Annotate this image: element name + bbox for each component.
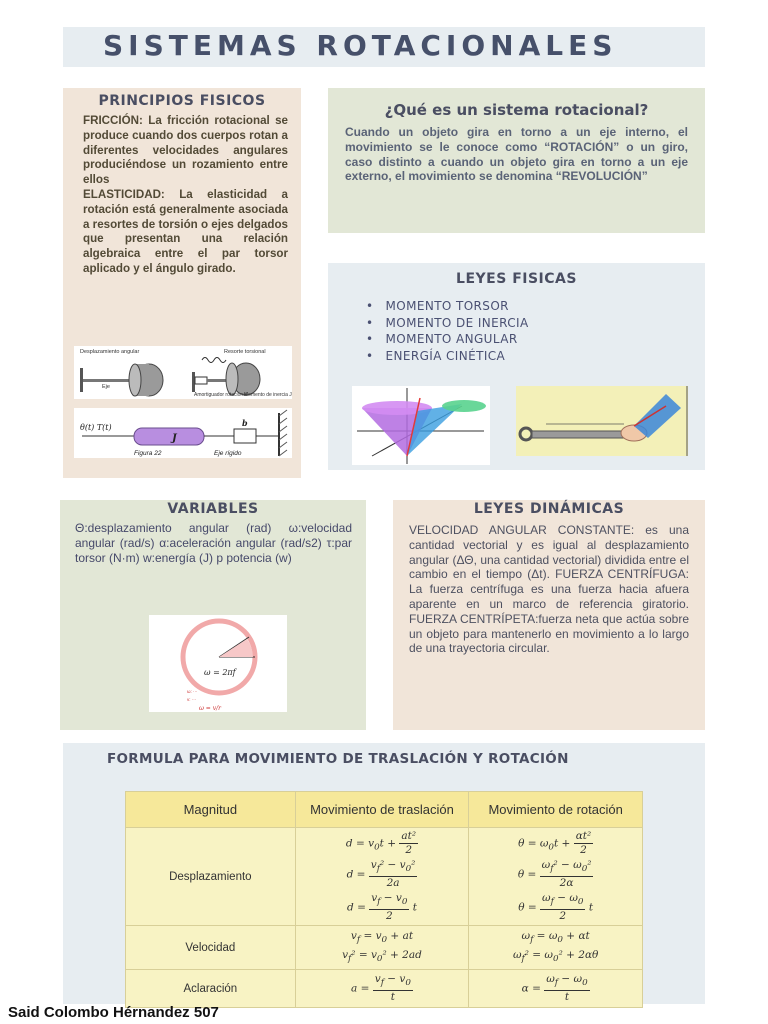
- formula-aceleracion-traslacion: a = $\frac{v_f - v_0}{t}$: [295, 970, 469, 1008]
- elasticidad-text: ELASTICIDAD: La elasticidad a rotación está generalmente asociada a resortes de torsión o ejes delgados que presentan una relación algebraica entre el par torsor aplicado y el ángulo girado.: [83, 187, 288, 275]
- principios-heading: PRINCIPIOS FISICOS: [98, 93, 266, 109]
- fig1-label-inercia: Momento de inercia J: [244, 392, 292, 398]
- torque-wrench-figure: [516, 386, 688, 456]
- list-item: • MOMENTO DE INERCIA: [368, 315, 529, 332]
- fig1-label-resorte: Resorte torsional: [224, 349, 266, 355]
- que-es-heading: ¿Qué es un sistema rotacional?: [384, 101, 649, 119]
- leyes-fisicas-heading: LEYES FISICAS: [456, 271, 577, 287]
- row-velocidad: Velocidad: [126, 926, 296, 970]
- leyes-fisicas-list: [368, 298, 529, 364]
- table-row: [126, 828, 643, 926]
- friccion-text: FRICCIÓN: La fricción rotacional se produce cuando dos cuerpos rotan a diferentes velocidades angulares produciéndose un rozamiento entre ellos: [83, 114, 288, 187]
- table-row: [126, 926, 643, 970]
- col-magnitud: Magnitud: [126, 792, 296, 828]
- list-item: • MOMENTO ANGULAR: [368, 331, 529, 348]
- rotational-elements-figure: [74, 346, 292, 399]
- col-traslacion: Movimiento de traslación: [295, 792, 469, 828]
- formula-table: [125, 791, 643, 1008]
- que-es-text: Cuando un objeto gira en torno a un eje interno, el movimiento se le conoce como “ROTACIÓN” o un giro, caso distinto a cuando un objeto gira en torno a un eje externo, el movimiento se denomina “REVOLUCIÓN”: [345, 125, 688, 184]
- fig2-caption: Figura 22: [134, 450, 162, 457]
- principios-panel: [63, 88, 301, 478]
- que-es-panel: [328, 88, 705, 233]
- circular-motion-figure: [149, 615, 287, 712]
- formula-aceleracion-rotacion: α = $\frac{\omega_f - \omega_0}{t}$: [469, 970, 643, 1008]
- leyes-dinamicas-text: [409, 523, 689, 656]
- formula-desplazamiento-traslacion: $d = v_0t$ + $\frac{\text{at²}}{2}$ d = $\frac{v_f^2 - v_0^2}{2a}$ d = $\frac{v_f - v_0}{2}$ t: [295, 828, 469, 926]
- omega-formula: ω = 2πf: [204, 668, 236, 677]
- fig1-label-eje: Eje: [102, 384, 110, 390]
- variables-panel: [60, 500, 366, 730]
- row-desplazamiento: Desplazamiento: [126, 828, 296, 926]
- formula-desplazamiento-rotacion: $\theta = \omega_0t$ + $\frac{\text{αt²}}{2}$ θ = $\frac{\omega_f^2 - \omega_0^2}{2\alpha}$ θ = $\frac{\omega_f - \omega_0}{2}$ t: [469, 828, 643, 926]
- fig1-label-amortiguador: Amortiguador rotacional: [194, 392, 248, 398]
- dinamicas-paragraph: VELOCIDAD ANGULAR CONSTANTE: es una cantidad vectorial y es igual al desplazamiento angular (ΔΘ, una cantidad vectorial) dividida entre el cambio en el tiempo (Δt). FUERZA CENTRÍFUGA: La fuerza centrífuga es una fuerza hacia afuera aparente en un marco de referencia giratorio. FUERZA CENTRÍPETA:fuerza neta que actúa sobre un objeto para mantenerlo en movimiento a lo largo de una trayectoria circular.: [409, 523, 689, 656]
- formula-panel: [63, 743, 705, 1004]
- leyes-dinamicas-heading: LEYES DINÁMICAS: [473, 501, 625, 517]
- svg-text:ω: ···: ω: ···: [187, 689, 198, 694]
- formula-heading: FORMULA PARA MOVIMIENTO DE TRASLACIÓN Y ROTACIÓN: [107, 751, 569, 767]
- leyes-dinamicas-panel: [393, 500, 705, 730]
- list-item: • MOMENTO TORSOR: [368, 298, 529, 315]
- row-aceleracion: Aclaración: [126, 970, 296, 1008]
- principios-text: [83, 114, 288, 277]
- svg-text:ω = v/r: ω = v/r: [199, 705, 222, 712]
- angular-momentum-cones-figure: [352, 386, 490, 465]
- variables-text: Θ:desplazamiento angular (rad) ω:velocidad angular (rad/s) α:aceleración angular (rad/s2) τ:par torsor (N·m) w:energía (J) p potencia (w): [75, 521, 352, 565]
- svg-text:θ(t) T(t): θ(t) T(t): [80, 423, 112, 432]
- formula-velocidad-rotacion: $\omega_f = \omega_0 + \alpha t$ $\omega_f^2 = \omega_0^2 + 2\alpha\theta$: [469, 926, 643, 970]
- fig1-label-desplazamiento: Desplazamiento angular: [80, 349, 140, 355]
- list-item: • ENERGÍA CINÉTICA: [368, 348, 529, 365]
- author-name: Said Colombo Hérnandez 507: [8, 1004, 219, 1021]
- fig2-label-b: b: [242, 418, 248, 428]
- table-row: [126, 970, 643, 1008]
- page-title: SISTEMAS ROTACIONALES: [103, 29, 618, 62]
- title-bar: [63, 27, 705, 67]
- svg-text:v: ···: v: ···: [187, 697, 197, 702]
- fig2-label-j: J: [172, 433, 177, 444]
- rigid-shaft-figure: [74, 408, 292, 458]
- col-rotacion: Movimiento de rotación: [469, 792, 643, 828]
- formula-velocidad-traslacion: $v_f = v_0$ + at $v_f^2 = v_0^2 + 2ad$: [295, 926, 469, 970]
- fig2-label-eje-rigido: Eje rígido: [214, 450, 242, 457]
- leyes-fisicas-panel: [328, 263, 705, 470]
- variables-heading: VARIABLES: [167, 501, 259, 517]
